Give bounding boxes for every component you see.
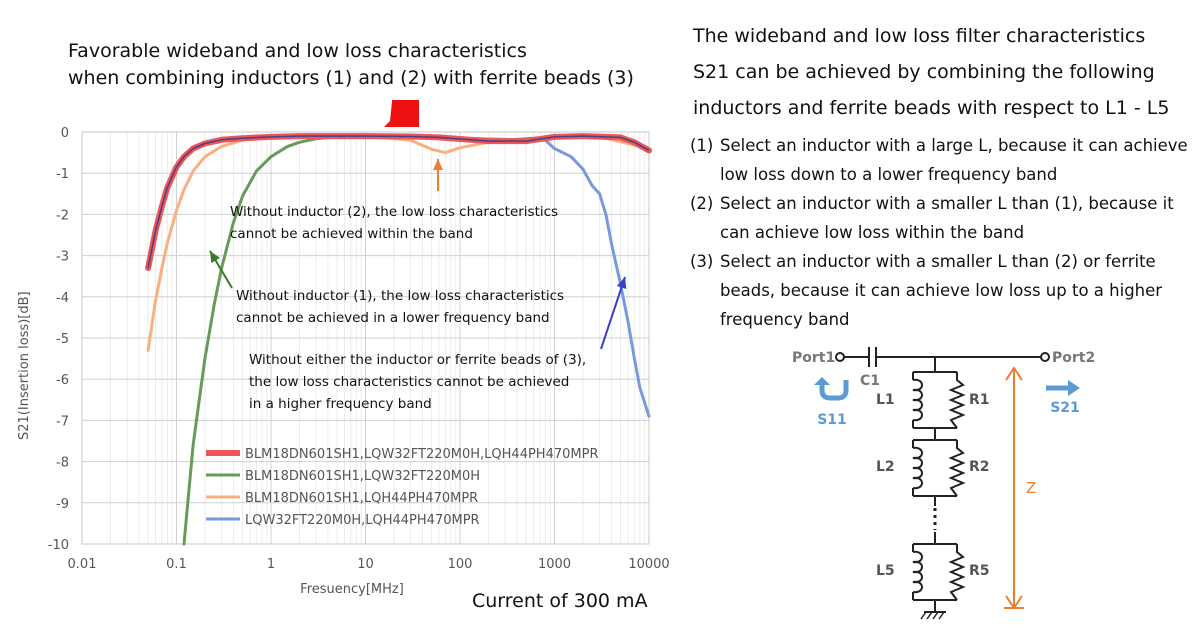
inductor-l2-icon	[913, 448, 922, 488]
s21-arrow-head-icon	[1068, 380, 1080, 396]
s21-label: S21	[1050, 400, 1080, 416]
current-note: Current of 300 mA	[472, 590, 648, 612]
port1-terminal	[836, 353, 844, 361]
resistor-r2-icon	[951, 440, 963, 496]
ground-hatch	[933, 612, 938, 619]
r5-label: R5	[969, 563, 990, 579]
y-tick-label: -3	[56, 249, 69, 265]
y-tick-label: -9	[56, 496, 69, 512]
inductor-l5-icon	[913, 552, 922, 592]
ground-hatch	[939, 612, 944, 619]
legend-label: LQW32FT220M0H,LQH44PH470MPR	[245, 513, 480, 528]
filter-circuit-diagram	[780, 340, 1120, 630]
x-axis-label: Fresuency[MHz]	[300, 582, 404, 597]
x-tick-label: 10000	[628, 557, 670, 572]
right-panel-title	[693, 18, 1169, 126]
s11-arrow-head-icon	[814, 377, 830, 385]
series-line-1	[148, 136, 649, 268]
chart-headline	[68, 38, 634, 92]
x-tick-label: 0.01	[67, 557, 97, 572]
highlight-arrow-icon	[384, 100, 419, 127]
l2-label: L2	[876, 459, 895, 475]
y-tick-labels	[48, 126, 69, 553]
l5-label: L5	[876, 563, 895, 579]
legend-label: BLM18DN601SH1,LQW32FT220M0H,LQH44PH470MPR	[245, 447, 599, 462]
s11-label: S11	[817, 412, 847, 428]
port2-label: Port2	[1052, 350, 1096, 366]
headline-line-1: Favorable wideband and low loss characteristics	[68, 40, 527, 62]
selection-item-text: Select an inductor with a smaller L than (1), because it can achieve low loss within the band	[720, 194, 1174, 242]
selection-item-1	[690, 131, 1195, 189]
annotation-text: Without inductor (1), the low loss characteristics	[236, 288, 565, 304]
c1-label: C1	[860, 373, 881, 389]
y-tick-label: 0	[60, 126, 69, 141]
z-label: Z	[1026, 479, 1037, 497]
selection-list	[690, 131, 1195, 334]
legend-label: BLM18DN601SH1,LQH44PH470MPR	[245, 491, 479, 506]
resistor-r1-icon	[951, 372, 963, 428]
annotation-text: Without inductor (2), the low loss characteristics	[230, 204, 559, 220]
legend-label: BLM18DN601SH1,LQW32FT220M0H	[245, 469, 481, 484]
port2-terminal	[1041, 353, 1049, 361]
y-tick-label: -2	[56, 208, 69, 224]
annotation-text: the low loss characteristics cannot be achieved	[249, 374, 570, 390]
selection-item-num: (3)	[690, 252, 714, 271]
y-tick-label: -7	[56, 414, 69, 430]
r1-label: R1	[969, 392, 990, 408]
x-tick-label: 0.1	[166, 557, 187, 572]
y-tick-label: -5	[56, 332, 69, 347]
r2-label: R2	[969, 459, 990, 475]
y-tick-label: -4	[56, 290, 69, 306]
resistor-r5-icon	[951, 544, 963, 600]
annotation-text: in a higher frequency band	[249, 396, 432, 412]
x-tick-label: 1000	[537, 557, 572, 572]
annotation-text: cannot be achieved in a lower frequency band	[236, 310, 550, 326]
y-axis-label: S21(Insertion loss)[dB]	[17, 291, 32, 440]
right-title-line-3: inductors and ferrite beads with respect to L1 - L5	[693, 97, 1170, 119]
right-title-line-2: S21 can be achieved by combining the following	[693, 61, 1155, 83]
x-tick-label: 1	[266, 557, 276, 572]
x-tick-labels	[68, 557, 670, 572]
annotation-text: cannot be achieved within the band	[230, 226, 473, 242]
series-line-1-core	[148, 136, 649, 268]
x-tick-label: 100	[447, 557, 473, 572]
y-tick-label: -10	[47, 538, 69, 553]
headline-line-2: when combining inductors (1) and (2) with ferrite beads (3)	[68, 67, 634, 89]
selection-item-num: (1)	[690, 136, 714, 155]
selection-item-text: Select an inductor with a large L, because it can achieve low loss down to a lower frequency band	[720, 136, 1188, 184]
inductor-l1-icon	[913, 380, 922, 420]
selection-item-3	[690, 247, 1195, 334]
annotation-arrow-orange-head-icon	[433, 159, 443, 170]
ground-hatch	[927, 612, 932, 619]
annotation-text: Without either the inductor or ferrite beads of (3),	[249, 352, 587, 368]
s21-chart	[0, 100, 670, 600]
ground-hatch	[921, 612, 926, 619]
rl-ladder	[913, 370, 963, 619]
selection-item-num: (2)	[690, 194, 714, 213]
y-tick-label: -6	[56, 373, 69, 389]
y-tick-label: -1	[56, 167, 69, 183]
l1-label: L1	[876, 392, 895, 408]
port1-label: Port1	[792, 350, 836, 366]
right-title-line-1: The wideband and low loss filter characteristics	[693, 25, 1146, 47]
y-tick-label: -8	[56, 455, 69, 471]
selection-item-text: Select an inductor with a smaller L than (2) or ferrite beads, because it can achieve low loss up to a higher frequency band	[720, 252, 1163, 329]
x-tick-label: 10	[357, 557, 374, 572]
selection-item-2	[690, 189, 1195, 247]
